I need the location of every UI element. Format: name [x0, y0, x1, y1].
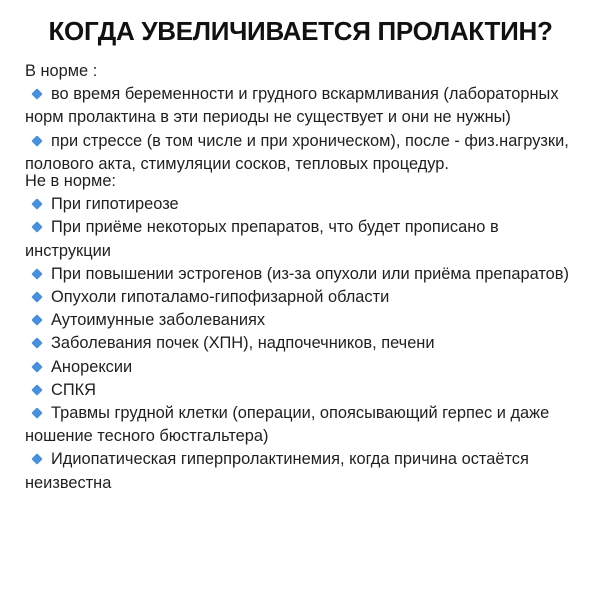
- diamond-bullet-icon: [31, 268, 42, 279]
- content-body: [25, 60, 585, 495]
- list-item-text: СПКЯ: [51, 380, 97, 399]
- diamond-bullet-icon: [31, 291, 42, 302]
- list-item-text: При повышении эстрогенов (из-за опухоли или приёма препаратов): [51, 264, 569, 283]
- list-item: [25, 193, 585, 216]
- list-item: [25, 83, 585, 129]
- diamond-bullet-icon: [31, 315, 42, 326]
- list-item-text: Травмы грудной клетки (операции, опоясывающий герпес и даже ношение тесного бюстгальтера): [25, 404, 550, 446]
- list-item: [25, 216, 585, 262]
- list-item-text: Опухоли гипоталамо-гипофизарной области: [51, 288, 390, 307]
- page-title: КОГДА УВЕЛИЧИВАЕТСЯ ПРОЛАКТИН?: [48, 16, 553, 46]
- list-item: [25, 448, 585, 494]
- list-item-text: При приёме некоторых препаратов, что будет прописано в инструкции: [25, 218, 499, 260]
- list-item-text: при стрессе (в том числе и при хроническом), после - физ.нагрузки, полового акта, стимуляции сосков, тепловых процедур.: [25, 131, 569, 173]
- list-item-text: Заболевания почек (ХПН), надпочечников, печени: [51, 334, 435, 353]
- abnormal-section-label: Не в норме:: [25, 172, 116, 191]
- list-item: [25, 402, 585, 448]
- diamond-bullet-icon: [31, 454, 42, 465]
- list-item: [25, 356, 585, 379]
- diamond-bullet-icon: [31, 199, 42, 210]
- list-item: [25, 379, 585, 402]
- list-item: [25, 332, 585, 355]
- list-item-text: во время беременности и грудного вскармливания (лабораторных норм пролактина в эти периоды не существует и они не нужны): [25, 85, 559, 127]
- diamond-bullet-icon: [31, 384, 42, 395]
- diamond-bullet-icon: [31, 222, 42, 233]
- diamond-bullet-icon: [31, 407, 42, 418]
- list-item-text: Аутоимунные заболеваниях: [51, 311, 266, 330]
- list-item-text: Анорексии: [51, 357, 133, 376]
- diamond-bullet-icon: [31, 338, 42, 349]
- list-item: [25, 286, 585, 309]
- diamond-bullet-icon: [31, 361, 42, 372]
- list-item: [25, 309, 585, 332]
- normal-section-label: В норме :: [25, 62, 98, 80]
- diamond-bullet-icon: [31, 89, 42, 100]
- list-item-text: Идиопатическая гиперпролактинемия, когда причина остаётся неизвестна: [25, 450, 529, 492]
- list-item: [25, 263, 585, 286]
- list-item-text: При гипотиреозе: [51, 195, 179, 214]
- diamond-bullet-icon: [31, 135, 42, 146]
